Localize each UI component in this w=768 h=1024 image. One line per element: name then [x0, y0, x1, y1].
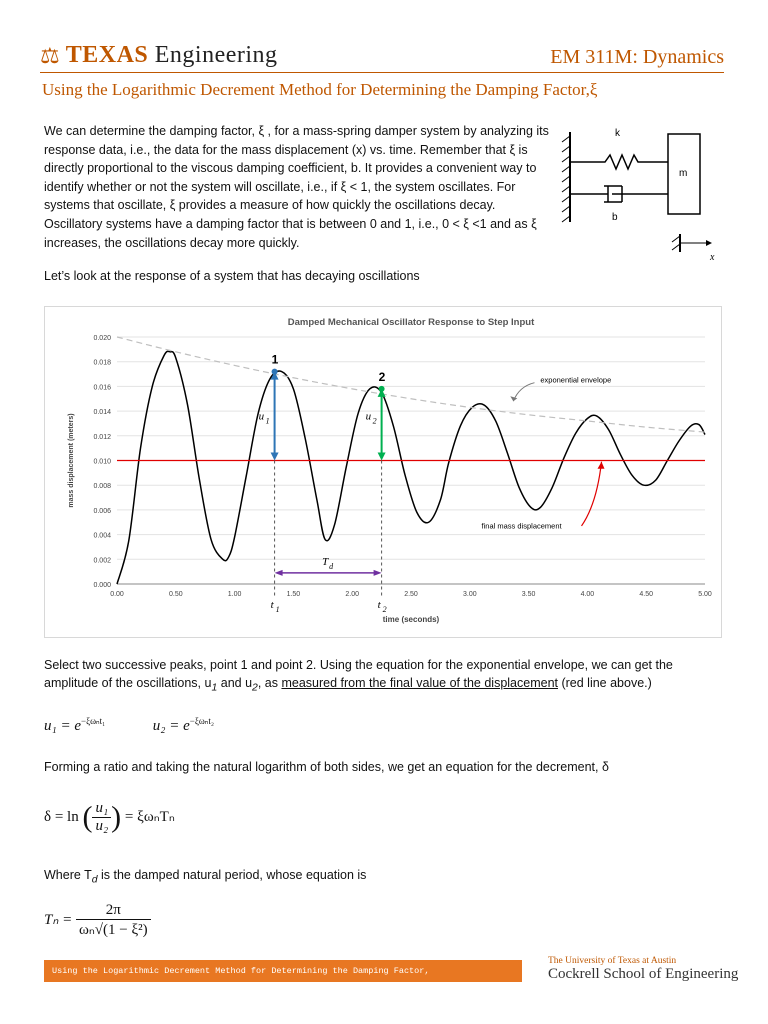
cockrell-logo	[548, 956, 738, 983]
delta-lhs: δ = ln	[44, 808, 79, 825]
t2-label: t	[377, 599, 381, 611]
td-arrow-head-right	[374, 570, 382, 576]
select-sub2: 2	[252, 682, 258, 694]
td-denominator: ωₙ√(1 − ξ²)	[78, 922, 148, 938]
page-subtitle: Using the Logarithmic Decrement Method for Determining the Damping Factor,ξ	[42, 80, 598, 99]
amplitude-equations	[44, 716, 214, 735]
x-tick-label: 3.00	[462, 591, 477, 598]
select-tail: (red line above.)	[558, 676, 652, 690]
longhorn-icon: ⚖	[40, 42, 60, 68]
delta-denominator: u₂	[95, 818, 109, 834]
t1-label: t	[270, 599, 274, 611]
y-tick-label: 0.004	[93, 532, 111, 540]
x-tick-label: 2.50	[404, 591, 418, 598]
y-tick-label: 0.016	[93, 384, 111, 392]
x-tick-label: 0.50	[168, 591, 183, 598]
select-underlined: measured from the final value of the displacement	[281, 676, 558, 690]
u2-arrow-head-bottom	[378, 453, 386, 461]
eq-u2: u₂ = e	[152, 718, 190, 734]
logo-texas: TEXAS	[65, 42, 149, 68]
eq-u1: u₁ = e	[44, 718, 81, 734]
envelope-pointer-head	[510, 396, 517, 401]
chart-title: Damped Mechanical Oscillator Response to Step Input	[287, 317, 535, 328]
y-tick-label: 0.014	[93, 409, 111, 417]
u1-label: u	[258, 410, 265, 423]
t1-sub: 1	[275, 605, 280, 614]
eq-u2-exponent: −ξωₙt₂	[189, 716, 214, 726]
td-sub: d	[329, 561, 334, 571]
final-value-pointer-head	[598, 462, 605, 469]
select-and: and u	[217, 676, 253, 690]
course-title: EM 311M: Dynamics	[550, 46, 724, 68]
eq-u1-exponent: −ξωₙt₁	[81, 716, 106, 726]
page-header	[0, 0, 768, 110]
y-tick-label: 0.008	[93, 483, 111, 491]
td-numerator: 2π	[76, 902, 151, 920]
x-tick-label: 5.00	[698, 591, 712, 598]
select-peaks-paragraph	[44, 656, 724, 698]
where-sub: d	[91, 874, 98, 886]
x-tick-label: 1.50	[286, 591, 301, 598]
select-text: Select two successive peaks, point 1 and point 2. Using the equation for the exponential envelope, we can get the amplitude of the oscillations, u	[44, 658, 673, 690]
td-lhs: Tₙ =	[44, 911, 73, 928]
response-chart-frame	[44, 306, 722, 638]
y-tick-label: 0.012	[93, 433, 111, 441]
y-tick-label: 0.006	[93, 507, 111, 515]
u2-sub: 2	[372, 416, 377, 426]
decrement-equation: δ = ln ( $\frac{\text{u₁}}{\text{u₂}}$ ) = ξωₙTₙ	[44, 800, 175, 834]
intro-paragraph: We can determine the damping factor, ξ , for a mass-spring damper system by analyzing its response data, i.e., the data for the mass displacement (x) vs. time. Remember that ξ is directly proportional to the viscous damping coefficient, b. It provides a convenient way to identify whether or not the system will oscillate, i.e., if ξ < 1, the system oscillates. For systems that oscillate, ξ provides a measure of how quickly the oscillations decay. Oscillatory systems have a damping factor that is between 0 and 1, i.e., 0 < ξ <1 and as ξ increases, the oscillations decay more quickly.	[44, 124, 549, 250]
damped-oscillator-chart	[45, 307, 721, 637]
school-name: Cockrell School of Engineering	[548, 966, 739, 982]
y-tick-label: 0.018	[93, 359, 111, 367]
y-tick-label: 0.020	[93, 335, 111, 342]
peak-label: 1	[271, 352, 279, 367]
x-tick-label: 4.50	[639, 591, 654, 598]
td-label: T	[322, 555, 329, 568]
x-axis-label: x	[710, 252, 715, 263]
y-tick-label: 0.010	[93, 458, 111, 466]
texas-engineering-logo	[40, 42, 278, 69]
u1-arrow-head-bottom	[271, 453, 279, 461]
select-sub1: 1	[211, 682, 218, 694]
spring-label: k	[615, 128, 620, 139]
x-tick-label: 0.00	[110, 591, 124, 598]
damper-label: b	[612, 212, 618, 223]
x-tick-label: 1.00	[227, 591, 242, 598]
delta-numerator: u₁	[92, 800, 111, 818]
t2-sub: 2	[382, 605, 387, 614]
logo-engineering: Engineering	[154, 42, 278, 68]
u2-label: u	[365, 410, 372, 423]
mass-label: m	[679, 168, 688, 179]
delta-rhs: = ξωₙTₙ	[124, 808, 175, 825]
envelope-label: exponential envelope	[540, 375, 612, 385]
y-tick-label: 0.000	[93, 582, 111, 589]
final-value-label: final mass displacement	[481, 521, 562, 531]
final-value-pointer	[582, 462, 602, 526]
peak-point	[379, 386, 385, 392]
where-text: Where T	[44, 868, 92, 882]
ratio-paragraph: Forming a ratio and taking the natural logarithm of both sides, we get an equation for the decrement, δ	[44, 760, 609, 774]
select-comma: , as	[257, 676, 282, 690]
footer-bar: Using the Logarithmic Decrement Method for Determining the Damping Factor,	[44, 960, 522, 982]
td-arrow-head-left	[275, 570, 283, 576]
envelope-curve	[117, 337, 705, 432]
u1-sub: 1	[265, 416, 270, 426]
y-axis-title: mass displacement (meters)	[68, 413, 75, 508]
y-tick-label: 0.002	[93, 557, 111, 565]
header-divider	[40, 72, 724, 73]
mass-spring-damper-diagram	[560, 122, 730, 272]
x-tick-label: 4.00	[580, 591, 595, 598]
university-name: The University of Texas at Austin	[548, 956, 677, 966]
where-tail: is the damped natural period, whose equation is	[97, 868, 367, 882]
damped-period-equation	[44, 902, 151, 939]
peak-point	[272, 369, 278, 375]
x-tick-label: 2.00	[345, 591, 360, 598]
x-axis-title: time (seconds)	[382, 615, 440, 624]
where-paragraph	[44, 866, 366, 890]
x-tick-label: 3.50	[521, 591, 536, 598]
peak-label: 2	[378, 369, 386, 384]
intro-lead: Let’s look at the response of a system that has decaying oscillations	[44, 269, 420, 283]
